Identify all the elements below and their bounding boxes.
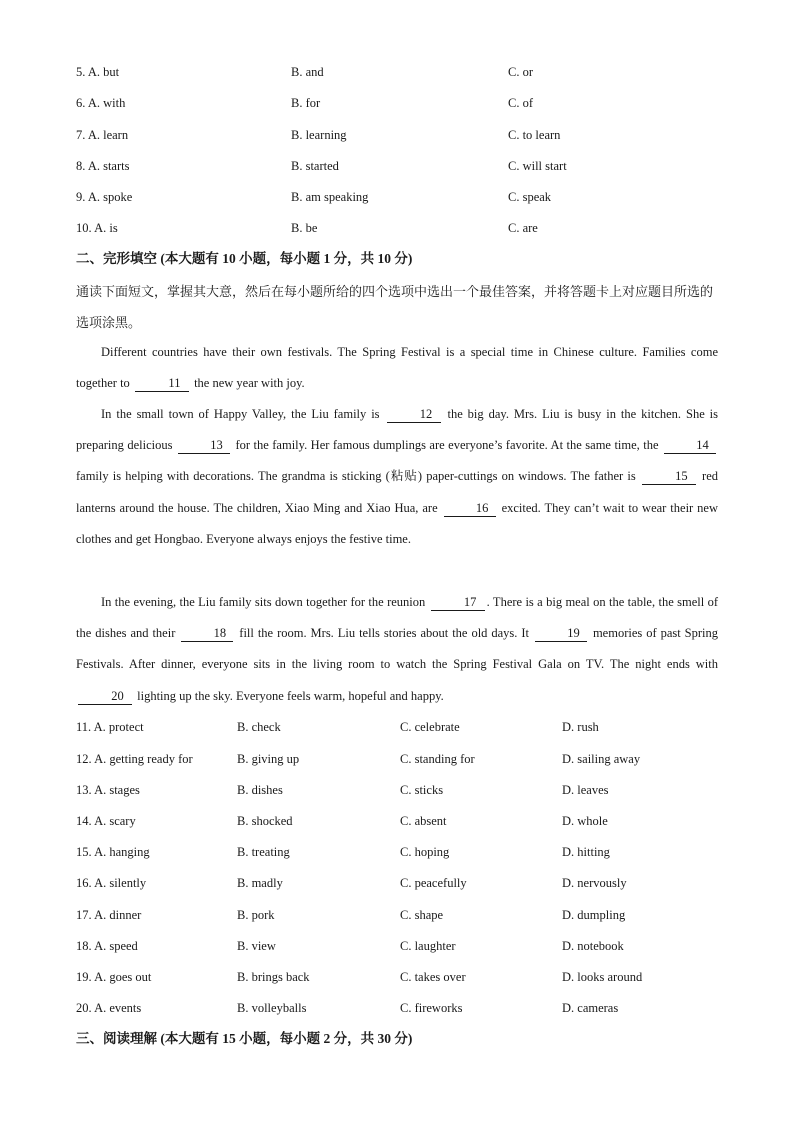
- option-c: C. laughter: [400, 939, 456, 953]
- question-row: [76, 842, 736, 862]
- question-number: 7.: [76, 128, 86, 142]
- option-c: C. standing for: [400, 752, 475, 766]
- question-number: 12.: [76, 752, 92, 766]
- question-row: [76, 811, 736, 831]
- option-c: C. shape: [400, 908, 444, 922]
- passage-paragraph: Different countries have their own festivals. The Spring Festival is a special time in Chinese culture. Families come together to 11 the new year with joy.: [76, 345, 718, 391]
- option-c: C. takes over: [400, 970, 466, 984]
- question-number: 9.: [76, 190, 86, 204]
- option-d: D. dumpling: [562, 908, 626, 922]
- option-a: A. hanging: [94, 845, 150, 859]
- question-number: 6.: [76, 96, 86, 110]
- option-d: D. nervously: [562, 876, 627, 890]
- option-b: B. am speaking: [291, 190, 369, 204]
- blank-17: 17: [431, 595, 485, 611]
- option-c: C. are: [508, 221, 538, 235]
- question-number: 8.: [76, 159, 86, 173]
- option-a: A. goes out: [94, 970, 152, 984]
- option-a: A. is: [94, 221, 118, 235]
- option-a: A. speed: [94, 939, 138, 953]
- question-row: [76, 936, 736, 956]
- option-row: [76, 125, 736, 145]
- question-number: 10.: [76, 221, 92, 235]
- option-c: C. of: [508, 96, 533, 110]
- passage-paragraph: In the evening, the Liu family sits down together for the reunion 17 . There is a big meal on the table, the smell of the dishes and their 18 fill the room. Mrs. Liu tells stories about the old days. It 19 memories of past Spring Festivals. After dinner, everyone sits in the living room to watch the Spring Festival Gala on TV. The night ends with 20 lighting up the sky. Everyone feels warm, hopeful and happy.: [76, 595, 719, 703]
- option-c: C. peacefully: [400, 876, 467, 890]
- option-a: A. spoke: [87, 190, 133, 204]
- option-d: D. sailing away: [562, 752, 641, 766]
- option-b: B. started: [291, 159, 339, 173]
- question-number: 20.: [76, 1001, 92, 1015]
- blank-14: 14: [664, 438, 716, 454]
- question-number: 15.: [76, 845, 92, 859]
- option-c: C. or: [508, 65, 533, 79]
- option-d: D. looks around: [562, 970, 643, 984]
- blank-20: 20: [78, 689, 132, 705]
- option-b: B. dishes: [237, 783, 283, 797]
- question-number: 16.: [76, 876, 92, 890]
- option-b: B. treating: [237, 845, 290, 859]
- question-row: [76, 717, 736, 737]
- option-a: A. but: [87, 65, 120, 79]
- question-row: [76, 749, 736, 769]
- option-b: B. view: [237, 939, 276, 953]
- option-c: C. to learn: [508, 128, 561, 142]
- option-c: C. speak: [508, 190, 552, 204]
- option-row: [76, 218, 736, 238]
- option-b: B. and: [291, 65, 324, 79]
- option-b: B. shocked: [237, 814, 293, 828]
- option-c: C. hoping: [400, 845, 450, 859]
- option-a: A. learn: [87, 128, 129, 142]
- question-number: 19.: [76, 970, 92, 984]
- option-c: C. fireworks: [400, 1001, 463, 1015]
- option-a: A. protect: [93, 720, 144, 734]
- option-d: D. rush: [562, 720, 599, 734]
- question-number: 13.: [76, 783, 92, 797]
- option-d: D. hitting: [562, 845, 610, 859]
- option-c: C. absent: [400, 814, 447, 828]
- section-instruction: 通读下面短文，掌握其大意，然后在每小题所给的四个选项中选出一个最佳答案，并将答题卡上对应题目所选的选项涂黑。: [76, 284, 714, 330]
- option-b: B. madly: [237, 876, 283, 890]
- question-number: 5.: [76, 65, 86, 79]
- blank-13: 13: [178, 438, 230, 454]
- option-d: D. whole: [562, 814, 608, 828]
- option-a: A. events: [94, 1001, 142, 1015]
- option-a: A. silently: [94, 876, 147, 890]
- option-a: A. getting ready for: [94, 752, 193, 766]
- blank-16: 16: [444, 501, 496, 517]
- option-a: A. starts: [87, 159, 130, 173]
- passage-paragraph: In the small town of Happy Valley, the Liu family is 12 the big day. Mrs. Liu is busy in the kitchen. She is preparing delicious 13 for the family. Her famous dumplings are everyone’s favorite. At the same time, the 14 family is helping with decorations. The grandma is sticking (粘贴) paper-cuttings on windows. The father is 15 red lanterns around the house. The children, Xiao Ming and Xiao Hua, are 16 excited. They can’t wait to wear their new clothes and get Hongbao. Everyone always enjoys the festive time.: [76, 407, 719, 546]
- option-b: B. pork: [237, 908, 275, 922]
- option-b: B. brings back: [237, 970, 310, 984]
- option-d: D. leaves: [562, 783, 609, 797]
- blank-18: 18: [181, 626, 233, 642]
- option-c: C. sticks: [400, 783, 444, 797]
- option-b: B. for: [291, 96, 321, 110]
- option-d: D. notebook: [562, 939, 624, 953]
- option-row: [76, 93, 736, 113]
- question-number: 17.: [76, 908, 92, 922]
- option-b: B. learning: [291, 128, 347, 142]
- option-b: B. check: [237, 720, 281, 734]
- blank-11: 11: [135, 376, 189, 392]
- option-c: C. celebrate: [400, 720, 460, 734]
- option-a: A. stages: [94, 783, 140, 797]
- option-a: A. with: [87, 96, 126, 110]
- option-row: [76, 62, 736, 82]
- blank-12: 12: [387, 407, 441, 423]
- question-row: [76, 780, 736, 800]
- blank-19: 19: [535, 626, 587, 642]
- question-row: [76, 905, 736, 925]
- question-row: [76, 998, 736, 1018]
- question-row: [76, 873, 736, 893]
- option-b: B. be: [291, 221, 318, 235]
- option-row: [76, 156, 736, 176]
- section-heading-cloze: 二、完形填空 (本大题有 10 小题，每小题 1 分，共 10 分): [76, 251, 413, 266]
- option-c: C. will start: [508, 159, 567, 173]
- option-d: D. cameras: [562, 1001, 619, 1015]
- option-b: B. volleyballs: [237, 1001, 307, 1015]
- question-number: 18.: [76, 939, 92, 953]
- option-b: B. giving up: [237, 752, 300, 766]
- blank-15: 15: [642, 469, 696, 485]
- option-a: A. scary: [94, 814, 136, 828]
- option-row: [76, 187, 736, 207]
- question-number: 11.: [76, 720, 92, 734]
- option-a: A. dinner: [94, 908, 142, 922]
- question-number: 14.: [76, 814, 92, 828]
- question-row: [76, 967, 736, 987]
- section-heading-reading: 三、阅读理解 (本大题有 15 小题，每小题 2 分，共 30 分): [76, 1031, 413, 1046]
